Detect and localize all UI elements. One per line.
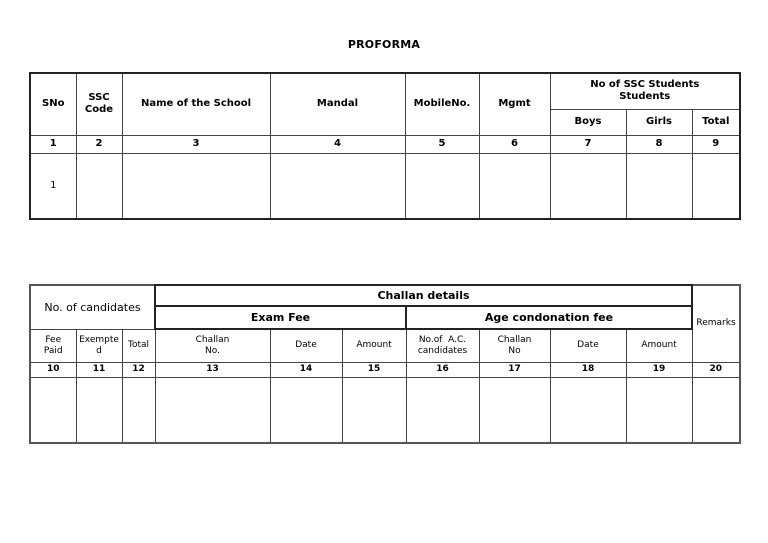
header-boys: Boys xyxy=(550,109,626,135)
cell-age-date[interactable] xyxy=(550,377,626,443)
column-number: 14 xyxy=(270,362,342,377)
cell-remarks[interactable] xyxy=(692,377,740,443)
cell-sno[interactable]: 1 xyxy=(30,153,76,219)
column-number: 17 xyxy=(479,362,550,377)
header-ac-candidates: No.of A.C. candidates xyxy=(406,329,479,362)
header-girls: Girls xyxy=(626,109,692,135)
cell-mgmt[interactable] xyxy=(479,153,550,219)
column-number: 3 xyxy=(122,135,270,153)
cell-ssc-code[interactable] xyxy=(76,153,122,219)
column-number: 11 xyxy=(76,362,122,377)
column-number: 19 xyxy=(626,362,692,377)
column-number: 12 xyxy=(122,362,155,377)
header-exam-amount: Amount xyxy=(342,329,406,362)
header-age-challan-no: Challan No xyxy=(479,329,550,362)
header-age-date: Date xyxy=(550,329,626,362)
column-number: 6 xyxy=(479,135,550,153)
header-total: Total xyxy=(692,109,740,135)
table-row xyxy=(30,377,740,443)
column-number: 2 xyxy=(76,135,122,153)
column-number: 5 xyxy=(405,135,479,153)
column-number: 4 xyxy=(270,135,405,153)
cell-mandal[interactable] xyxy=(270,153,405,219)
table-row xyxy=(30,153,740,219)
column-number: 10 xyxy=(30,362,76,377)
cell-school-name[interactable] xyxy=(122,153,270,219)
column-number-row xyxy=(30,135,740,153)
column-number: 7 xyxy=(550,135,626,153)
header-total-candidates: Total xyxy=(122,329,155,362)
header-sno: SNo xyxy=(30,73,76,135)
header-exam-challan-no: Challan No. xyxy=(155,329,270,362)
cell-mobile[interactable] xyxy=(405,153,479,219)
header-mgmt: Mgmt xyxy=(479,73,550,135)
column-number: 8 xyxy=(626,135,692,153)
column-number: 16 xyxy=(406,362,479,377)
cell-exam-date[interactable] xyxy=(270,377,342,443)
header-fee-paid: Fee Paid xyxy=(30,329,76,362)
header-challan-details: Challan details xyxy=(155,285,692,306)
cell-total[interactable] xyxy=(692,153,740,219)
header-no-of-candidates: No. of candidates xyxy=(30,285,155,329)
column-number: 20 xyxy=(692,362,740,377)
page-title: PROFORMA xyxy=(347,38,421,51)
cell-exam-challan-no[interactable] xyxy=(155,377,270,443)
school-details-table xyxy=(29,72,741,220)
header-ssc-students: No of SSC Students Students xyxy=(550,73,740,109)
cell-total[interactable] xyxy=(122,377,155,443)
cell-exempted[interactable] xyxy=(76,377,122,443)
cell-boys[interactable] xyxy=(550,153,626,219)
column-number: 9 xyxy=(692,135,740,153)
header-remarks: Remarks xyxy=(692,285,740,362)
cell-fee-paid[interactable] xyxy=(30,377,76,443)
header-mandal: Mandal xyxy=(270,73,405,135)
header-school-name: Name of the School xyxy=(122,73,270,135)
header-exam-date: Date xyxy=(270,329,342,362)
column-number: 1 xyxy=(30,135,76,153)
header-age-condonation-fee: Age condonation fee xyxy=(406,306,692,329)
column-number-row xyxy=(30,362,740,377)
cell-girls[interactable] xyxy=(626,153,692,219)
header-exempted: Exempte d xyxy=(76,329,122,362)
header-exam-fee: Exam Fee xyxy=(155,306,406,329)
header-age-amount: Amount xyxy=(626,329,692,362)
cell-ac-candidates[interactable] xyxy=(406,377,479,443)
cell-age-challan-no[interactable] xyxy=(479,377,550,443)
cell-exam-amount[interactable] xyxy=(342,377,406,443)
challan-details-table xyxy=(29,284,741,444)
column-number: 13 xyxy=(155,362,270,377)
cell-age-amount[interactable] xyxy=(626,377,692,443)
column-number: 18 xyxy=(550,362,626,377)
column-number: 15 xyxy=(342,362,406,377)
header-mobile: MobileNo. xyxy=(405,73,479,135)
header-ssc-code: SSC Code xyxy=(76,73,122,135)
